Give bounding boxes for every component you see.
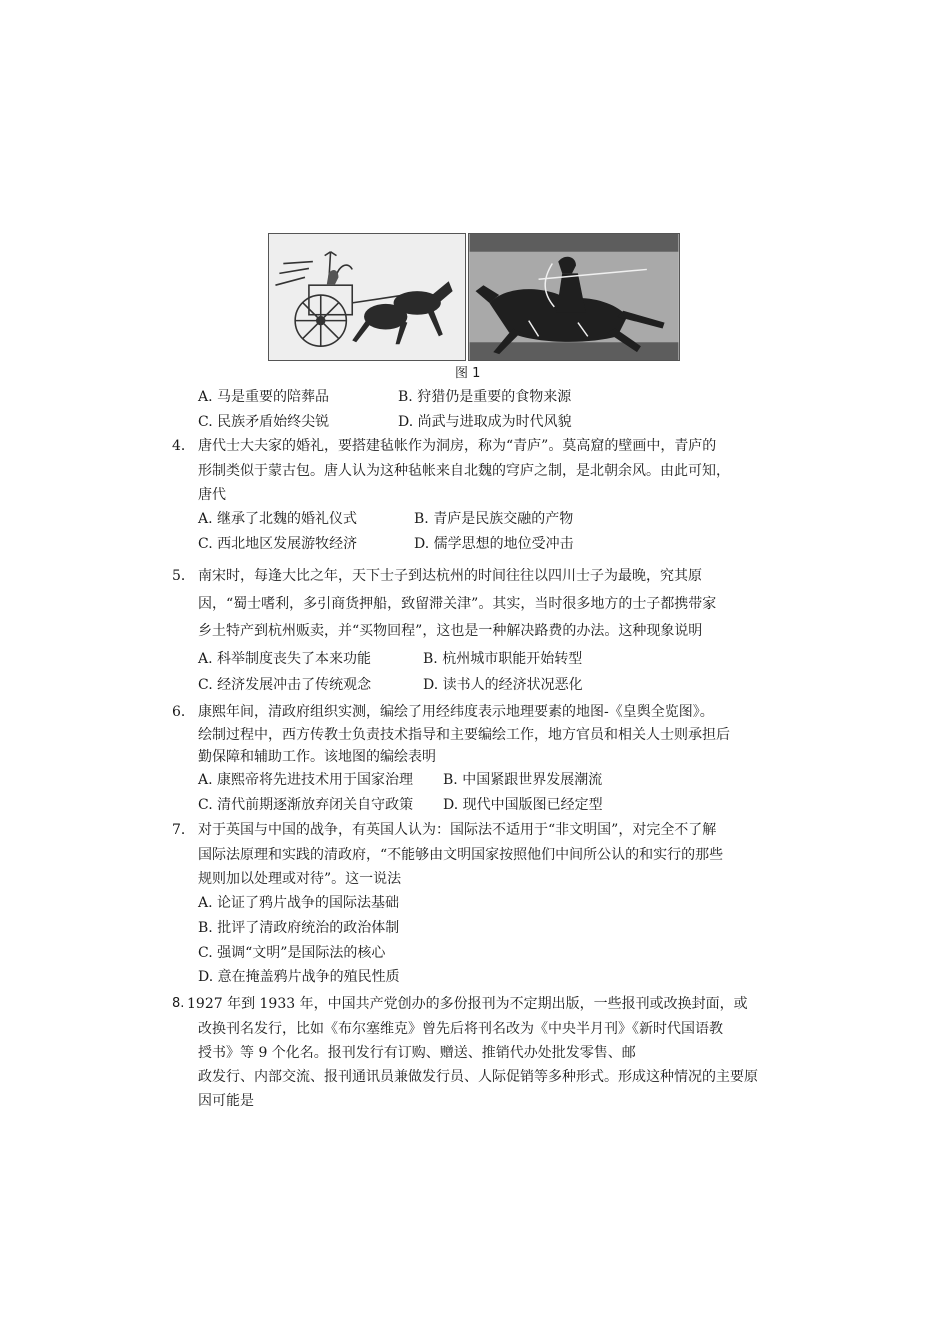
q6-option-a: A. 康熙帝将先进技术用于国家治理 bbox=[198, 772, 414, 788]
q4-number: 4． bbox=[172, 438, 195, 454]
q4-option-a: A. 继承了北魏的婚礼仪式 bbox=[198, 511, 358, 527]
q5-line-2: 因，“蜀士嗜利，多引商货押船，致留滞关津”。其实，当时很多地方的士子都携带家 bbox=[198, 596, 717, 612]
q5-line-1: 南宋时，每逢大比之年，天下士子到达杭州的时间往往以四川士子为最晚，究其原 bbox=[198, 568, 702, 584]
q5-option-a: A. 科举制度丧失了本来功能 bbox=[198, 651, 372, 667]
q6-line-3: 勤保障和辅助工作。该地图的编绘表明 bbox=[198, 749, 436, 765]
archer-icon bbox=[469, 234, 679, 360]
q8-number: 8. bbox=[172, 996, 185, 1011]
q5-line-3: 乡土特产到杭州贩卖，并“买物回程”，这也是一种解决路费的办法。这种现象说明 bbox=[198, 623, 703, 639]
q5-option-b: B. 杭州城市职能开始转型 bbox=[423, 651, 583, 667]
horseback-archer-relief-image bbox=[468, 233, 680, 361]
q8-line-1: 1927 年到 1933 年，中国共产党创办的多份报刊为不定期出版，一些报刊或改换封面，或 bbox=[187, 996, 748, 1012]
chariot-hunting-relief-image bbox=[268, 233, 466, 361]
q8-line-3: 授书》等 9 个化名。报刊发行有订购、赠送、推销代办处批发零售、邮 bbox=[198, 1045, 636, 1061]
q5-option-c: C. 经济发展冲击了传统观念 bbox=[198, 677, 372, 693]
figure-1 bbox=[268, 233, 680, 361]
chariot-icon bbox=[269, 234, 465, 360]
q6-line-2: 绘制过程中，西方传教士负责技术指导和主要编绘工作，地方官员和相关人士则承担后 bbox=[198, 727, 730, 743]
q5-option-d: D. 读书人的经济状况恶化 bbox=[423, 677, 583, 693]
q6-line-1: 康熙年间，清政府组织实测，编绘了用经纬度表示地理要素的地图-《皇舆全览图》。 bbox=[198, 704, 714, 720]
q3-option-b: B. 狩猎仍是重要的食物来源 bbox=[398, 389, 572, 405]
q6-option-b: B. 中国紧跟世界发展潮流 bbox=[443, 772, 603, 788]
q8-line-4: 政发行、内部交流、报刊通讯员兼做发行员、人际促销等多种形式。形成这种情况的主要原 bbox=[198, 1069, 758, 1085]
q4-option-b: B. 青庐是民族交融的产物 bbox=[414, 511, 574, 527]
q4-line-2: 形制类似于蒙古包。唐人认为这种毡帐来自北魏的穹庐之制，是北朝余风。由此可知， bbox=[198, 463, 730, 479]
q7-option-b: B. 批评了清政府统治的政治体制 bbox=[198, 920, 400, 936]
q5-number: 5． bbox=[172, 568, 195, 584]
q6-option-c: C. 清代前期逐渐放弃闭关自守政策 bbox=[198, 797, 414, 813]
q6-number: 6． bbox=[172, 704, 195, 720]
q4-line-3: 唐代 bbox=[198, 487, 226, 503]
q4-option-c: C. 西北地区发展游牧经济 bbox=[198, 536, 358, 552]
q4-option-d: D. 儒学思想的地位受冲击 bbox=[414, 536, 574, 552]
q3-option-a: A. 马是重要的陪葬品 bbox=[198, 389, 330, 405]
q7-option-a: A. 论证了鸦片战争的国际法基础 bbox=[198, 895, 400, 911]
q7-line-2: 国际法原理和实践的清政府，“不能够由文明国家按照他们中间所公认的和实行的那些 bbox=[198, 847, 724, 863]
q7-line-3: 规则加以处理或对待”。这一说法 bbox=[198, 871, 402, 887]
q8-line-5: 因可能是 bbox=[198, 1093, 254, 1109]
q7-option-d: D. 意在掩盖鸦片战争的殖民性质 bbox=[198, 969, 400, 985]
q7-option-c: C. 强调“文明”是国际法的核心 bbox=[198, 945, 386, 961]
q3-option-c: C. 民族矛盾始终尖锐 bbox=[198, 414, 330, 430]
figure-caption: 图 1 bbox=[455, 366, 481, 381]
q4-line-1: 唐代士大夫家的婚礼，要搭建毡帐作为洞房，称为“青庐”。莫高窟的壁画中，青庐的 bbox=[198, 438, 717, 454]
q7-number: 7． bbox=[172, 822, 195, 838]
q8-line-2: 改换刊名发行，比如《布尔塞维克》曾先后将刊名改为《中央半月刊》《新时代国语教 bbox=[198, 1021, 723, 1037]
q6-option-d: D. 现代中国版图已经定型 bbox=[443, 797, 603, 813]
q7-line-1: 对于英国与中国的战争，有英国人认为：国际法不适用于“非文明国”，对完全不了解 bbox=[198, 822, 717, 838]
q3-option-d: D. 尚武与进取成为时代风貌 bbox=[398, 414, 572, 430]
